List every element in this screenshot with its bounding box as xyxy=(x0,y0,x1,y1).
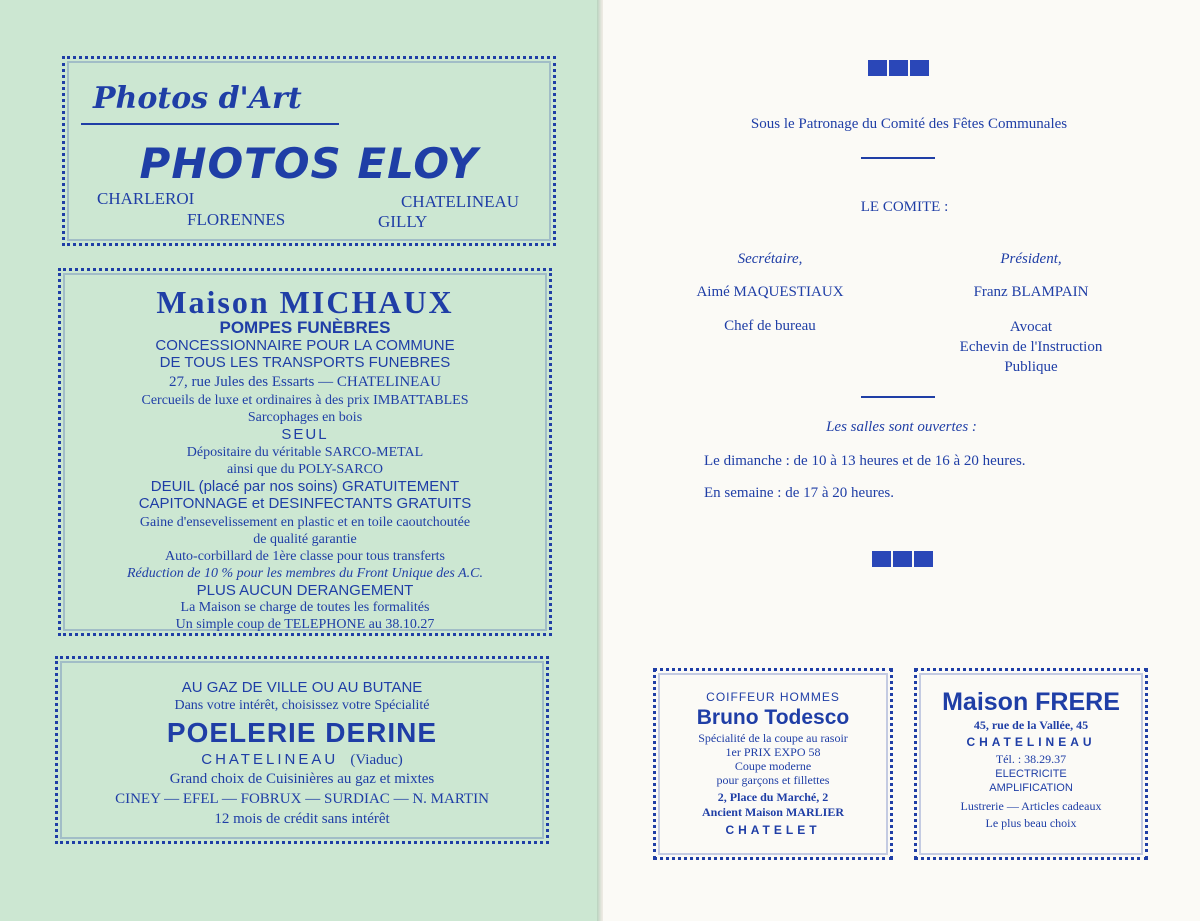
sunday-hours: Le dimanche : de 10 à 13 heures et de 16 à 20 heures. xyxy=(704,453,1026,469)
michaux-line: CONCESSIONNAIRE POUR LA COMMUNE xyxy=(155,337,455,354)
todesco-ad xyxy=(653,668,893,860)
michaux-line: de qualité garantie xyxy=(253,532,357,547)
derine-brands: CINEY — EFEL — FOBRUX — SURDIAC — N. MARTIN xyxy=(115,791,489,807)
michaux-pompes: POMPES FUNÈBRES xyxy=(219,318,391,337)
frere-address: 45, rue de la Vallée, 45 xyxy=(973,718,1089,732)
president-job: Avocat xyxy=(1009,319,1053,335)
derine-line2: Dans votre intérêt, choisissez votre Spécialité xyxy=(174,698,430,713)
rooms-title: Les salles sont ouvertes : xyxy=(826,419,977,435)
secretary-job: Chef de bureau xyxy=(724,318,816,334)
president-block xyxy=(933,250,1129,377)
michaux-line: Sarcophages en bois xyxy=(247,410,363,425)
michaux-line: CAPITONNAGE et DESINFECTANTS GRATUITS xyxy=(138,495,472,512)
tagline-underline xyxy=(81,123,339,125)
committee-title: LE COMITE : xyxy=(860,199,949,215)
michaux-ad xyxy=(58,268,552,636)
frere-name: Maison FRERE xyxy=(942,688,1120,716)
todesco-line: Spécialité de la coupe au rasoir xyxy=(698,731,848,745)
derine-credit: 12 mois de crédit sans intérêt xyxy=(214,811,390,827)
square-ornament xyxy=(889,60,908,76)
derine-name: POELERIE DERINE xyxy=(166,717,438,748)
michaux-phone: Un simple coup de TELEPHONE au 38.10.27 xyxy=(175,617,435,632)
square-ornament xyxy=(872,551,891,567)
frere-ad xyxy=(914,668,1148,860)
frere-service: ELECTRICITE xyxy=(995,768,1067,780)
frere-phone: Tél. : 38.29.37 xyxy=(995,752,1067,766)
square-ornament xyxy=(910,60,929,76)
right-page xyxy=(603,0,1200,921)
todesco-name: Bruno Todesco xyxy=(696,706,850,729)
ornament-top xyxy=(867,60,930,81)
square-ornament xyxy=(914,551,933,567)
frere-service: AMPLIFICATION xyxy=(989,782,1073,794)
derine-line3: Grand choix de Cuisinières au gaz et mixtes xyxy=(169,771,435,787)
michaux-line: DE TOUS LES TRANSPORTS FUNEBRES xyxy=(159,354,451,371)
derine-ad xyxy=(55,656,549,844)
square-ornament xyxy=(868,60,887,76)
president-job: Echevin de l'Instruction xyxy=(959,339,1103,355)
michaux-line: Dépositaire du véritable SARCO-METAL xyxy=(186,445,424,460)
patronage-text: Sous le Patronage du Comité des Fêtes Communales xyxy=(750,116,1068,132)
square-ornament xyxy=(893,551,912,567)
frere-choice: Le plus beau choix xyxy=(985,816,1077,830)
michaux-line: Auto-corbillard de 1ère classe pour tous transferts xyxy=(165,549,445,564)
town-charleroi: CHARLEROI xyxy=(97,189,195,208)
michaux-title: Maison MICHAUX xyxy=(156,284,454,320)
derine-location: CHATELINEAU xyxy=(201,751,339,768)
president-role: Président, xyxy=(1000,251,1062,267)
derine-location-line xyxy=(58,751,546,769)
michaux-line: SEUL xyxy=(281,426,329,443)
secretary-block xyxy=(665,250,875,335)
michaux-line: Gaine d'ensevelissement en plastic et en toile caoutchoutée xyxy=(139,515,471,530)
derine-line1: AU GAZ DE VILLE OU AU BUTANE xyxy=(181,679,423,696)
frere-items: Lustrerie — Articles cadeaux xyxy=(960,799,1102,813)
town-florennes: FLORENNES xyxy=(187,210,286,229)
weekday-hours: En semaine : de 17 à 20 heures. xyxy=(704,485,894,501)
todesco-address: 2, Place du Marché, 2 xyxy=(717,790,829,804)
derine-location-note: (Viaduc) xyxy=(350,752,403,768)
michaux-line: La Maison se charge de toutes les formalités xyxy=(180,600,430,615)
secretary-role: Secrétaire, xyxy=(737,251,803,267)
todesco-town: CHATELET xyxy=(725,823,821,837)
divider xyxy=(861,157,935,159)
todesco-line: Coupe moderne xyxy=(734,759,812,773)
michaux-line: PLUS AUCUN DERANGEMENT xyxy=(196,582,414,599)
photos-eloy-ad xyxy=(62,56,556,246)
todesco-line: 1er PRIX EXPO 58 xyxy=(725,745,821,759)
town-chatelineau: CHATELINEAU xyxy=(401,192,520,211)
frere-town: CHATELINEAU xyxy=(966,735,1096,749)
todesco-header: COIFFEUR HOMMES xyxy=(706,690,840,704)
todesco-line: pour garçons et fillettes xyxy=(716,773,830,787)
michaux-line: DEUIL (placé par nos soins) GRATUITEMENT xyxy=(150,478,460,495)
photos-tagline: Photos d'Art xyxy=(93,81,302,116)
town-gilly: GILLY xyxy=(378,212,428,231)
todesco-former: Ancient Maison MARLIER xyxy=(701,805,844,819)
michaux-line: ainsi que du POLY-SARCO xyxy=(226,462,384,477)
michaux-line: Cercueils de luxe et ordinaires à des prix IMBATTABLES xyxy=(141,393,469,408)
president-job: Publique xyxy=(1004,359,1058,375)
michaux-reduction: Réduction de 10 % pour les membres du Front Unique des A.C. xyxy=(126,566,484,581)
photos-name: PHOTOS ELOY xyxy=(139,139,479,188)
ornament-bottom xyxy=(871,551,934,572)
president-name: Franz BLAMPAIN xyxy=(973,284,1089,300)
secretary-name: Aimé MAQUESTIAUX xyxy=(696,284,844,300)
michaux-address: 27, rue Jules des Essarts — CHATELINEAU xyxy=(168,374,442,390)
divider xyxy=(861,396,935,398)
